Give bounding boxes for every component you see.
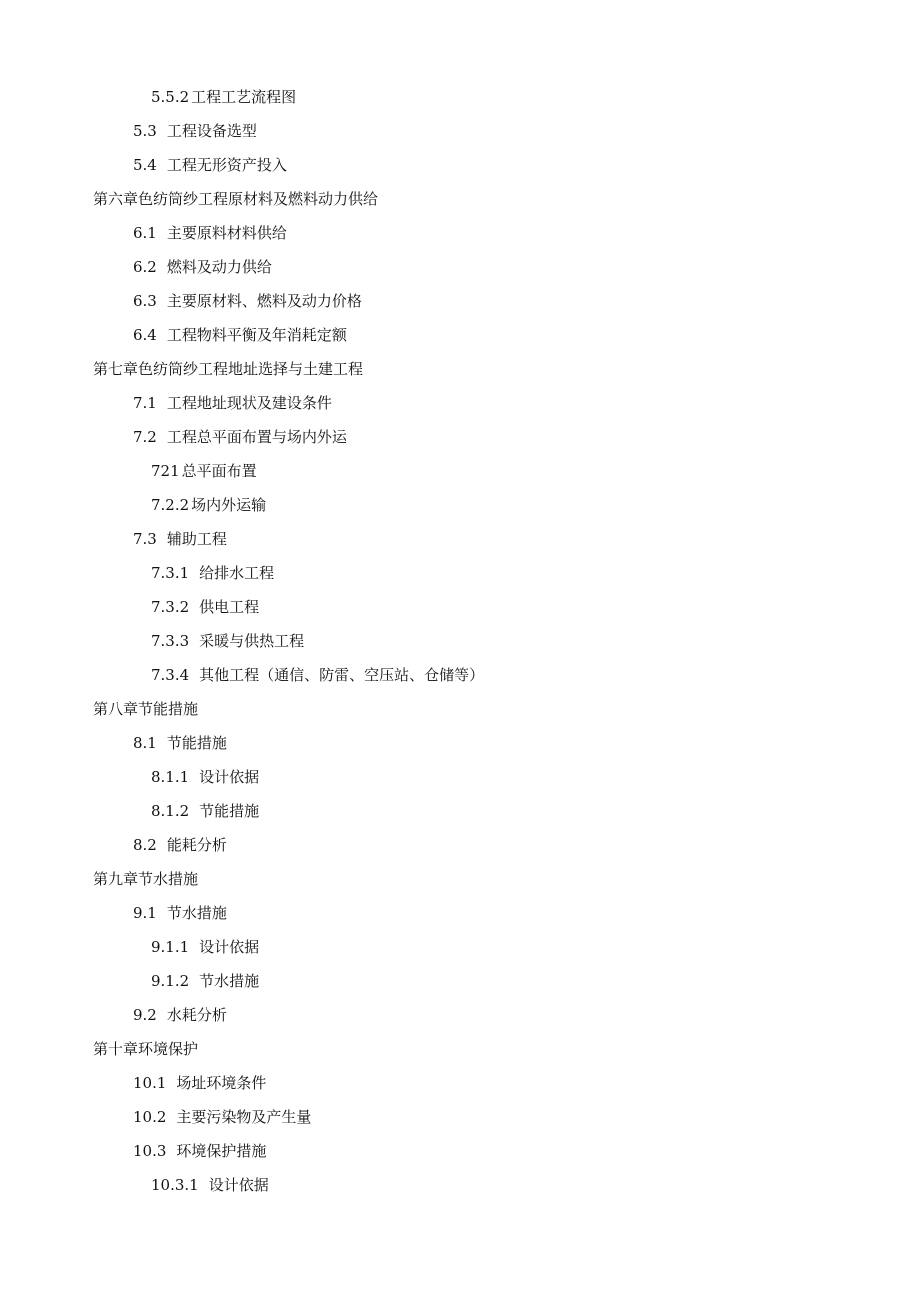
toc-subsection-entry	[0, 1172, 920, 1206]
toc-entry-title: 设计依据	[208, 1176, 269, 1194]
toc-section-entry	[0, 1002, 920, 1036]
toc-entry-number: 6.3	[133, 292, 157, 310]
toc-entry-title: 设计依据	[199, 938, 260, 956]
toc-subsection-entry	[0, 764, 920, 798]
toc-entry-title: 总平面布置	[181, 462, 257, 480]
toc-entry-title: 工程设备选型	[166, 122, 257, 140]
toc-section-entry	[0, 1104, 920, 1138]
toc-entry-title: 工程物料平衡及年消耗定额	[166, 326, 347, 344]
toc-section-entry	[0, 832, 920, 866]
toc-entry-title: 节能措施	[166, 734, 227, 752]
toc-entry-title: 第七章色纺筒纱工程地址选择与土建工程	[93, 360, 364, 378]
toc-section-entry	[0, 220, 920, 254]
toc-entry-title: 第十章环境保护	[93, 1040, 199, 1058]
toc-section-entry	[0, 900, 920, 934]
toc-section-entry	[0, 152, 920, 186]
toc-entry-title: 其他工程（通信、防雷、空压站、仓储等）	[199, 666, 485, 684]
toc-entry-number: 10.1	[133, 1074, 167, 1092]
toc-subsection-entry	[0, 934, 920, 968]
toc-entry-number: 5.4	[133, 156, 157, 174]
toc-entry-number: 8.1.1	[151, 768, 190, 786]
table-of-contents	[0, 84, 920, 1206]
toc-section-entry	[0, 1138, 920, 1172]
toc-chapter-entry	[0, 696, 920, 730]
toc-entry-title: 采暖与供热工程	[199, 632, 305, 650]
toc-section-entry	[0, 424, 920, 458]
toc-entry-title: 主要原材料、燃料及动力价格	[166, 292, 362, 310]
toc-entry-number: 7.2.2	[151, 496, 190, 514]
toc-entry-number: 9.1	[133, 904, 157, 922]
toc-entry-number: 7.3	[133, 530, 157, 548]
toc-entry-title: 节水措施	[166, 904, 227, 922]
toc-entry-title: 水耗分析	[166, 1006, 227, 1024]
toc-section-entry	[0, 1070, 920, 1104]
toc-entry-title: 场内外运输	[191, 496, 267, 514]
toc-chapter-entry	[0, 356, 920, 390]
toc-entry-title: 工程工艺流程图	[191, 88, 297, 106]
toc-entry-title: 工程总平面布置与场内外运	[166, 428, 347, 446]
toc-entry-title: 环境保护措施	[176, 1142, 267, 1160]
toc-section-entry	[0, 254, 920, 288]
toc-entry-number: 7.2	[133, 428, 157, 446]
toc-entry-title: 给排水工程	[199, 564, 275, 582]
toc-entry-title: 辅助工程	[166, 530, 227, 548]
toc-subsection-entry	[0, 798, 920, 832]
toc-entry-number: 7.3.3	[151, 632, 190, 650]
toc-entry-number: 9.2	[133, 1006, 157, 1024]
toc-entry-number: 6.4	[133, 326, 157, 344]
toc-entry-number: 8.1.2	[151, 802, 190, 820]
toc-entry-number: 721	[151, 462, 180, 480]
toc-entry-number: 10.3.1	[151, 1176, 199, 1194]
toc-entry-number: 9.1.2	[151, 972, 190, 990]
toc-entry-number: 7.3.4	[151, 666, 190, 684]
toc-chapter-entry	[0, 1036, 920, 1070]
toc-entry-number: 6.2	[133, 258, 157, 276]
toc-entry-number: 10.2	[133, 1108, 167, 1126]
toc-subsection-entry	[0, 628, 920, 662]
toc-entry-title: 主要原料材料供给	[166, 224, 287, 242]
toc-entry-title: 供电工程	[199, 598, 260, 616]
toc-entry-number: 7.3.1	[151, 564, 190, 582]
toc-entry-title: 第六章色纺筒纱工程原材料及燃料动力供给	[93, 190, 379, 208]
toc-entry-title: 第九章节水措施	[93, 870, 199, 888]
toc-subsection-entry	[0, 560, 920, 594]
toc-section-entry	[0, 390, 920, 424]
toc-section-entry	[0, 526, 920, 560]
toc-entry-number: 8.2	[133, 836, 157, 854]
toc-entry-number: 6.1	[133, 224, 157, 242]
toc-subsection-entry	[0, 492, 920, 526]
toc-entry-title: 主要污染物及产生量	[176, 1108, 312, 1126]
toc-entry-title: 工程地址现状及建设条件	[166, 394, 332, 412]
toc-entry-number: 5.5.2	[151, 88, 190, 106]
toc-subsection-entry	[0, 458, 920, 492]
toc-entry-number: 7.1	[133, 394, 157, 412]
toc-subsection-entry	[0, 594, 920, 628]
toc-entry-title: 设计依据	[199, 768, 260, 786]
toc-entry-title: 场址环境条件	[176, 1074, 267, 1092]
toc-subsection-entry	[0, 662, 920, 696]
toc-entry-title: 节水措施	[199, 972, 260, 990]
toc-chapter-entry	[0, 866, 920, 900]
toc-entry-title: 第八章节能措施	[93, 700, 199, 718]
toc-entry-number: 7.3.2	[151, 598, 190, 616]
toc-entry-number: 10.3	[133, 1142, 167, 1160]
toc-entry-number: 8.1	[133, 734, 157, 752]
toc-entry-title: 燃料及动力供给	[166, 258, 272, 276]
toc-entry-number: 9.1.1	[151, 938, 190, 956]
toc-entry-title: 工程无形资产投入	[166, 156, 287, 174]
toc-entry-title: 能耗分析	[166, 836, 227, 854]
toc-chapter-entry	[0, 186, 920, 220]
toc-entry-title: 节能措施	[199, 802, 260, 820]
toc-section-entry	[0, 322, 920, 356]
toc-entry-number: 5.3	[133, 122, 157, 140]
toc-section-entry	[0, 730, 920, 764]
toc-section-entry	[0, 118, 920, 152]
toc-section-entry	[0, 288, 920, 322]
toc-subsection-entry	[0, 84, 920, 118]
toc-subsection-entry	[0, 968, 920, 1002]
